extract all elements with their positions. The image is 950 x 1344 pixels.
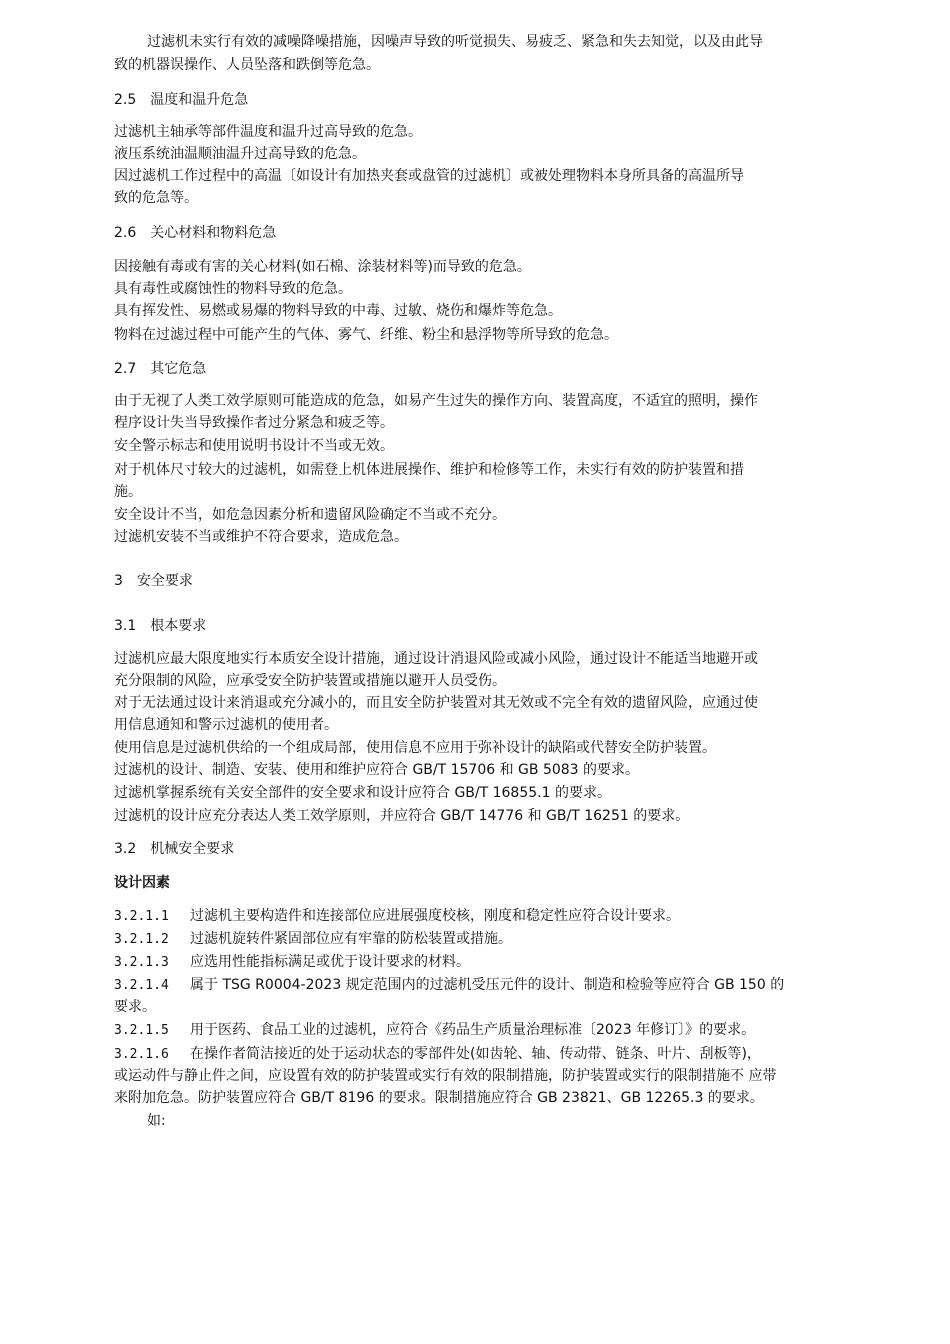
s27-p1a: 由于无视了人类工效学原则可能造成的危急，如易产生过失的操作方向、装置高度，不适宜的照明，操作	[114, 393, 758, 409]
s25-p3b: 致的危急等。	[114, 190, 198, 206]
clause-text: 属于 TSG R0004-2023 规定范围内的过滤机受压元件的设计、制造和检验等应符合 GB 150 的	[190, 977, 785, 993]
s31-p2a: 对于无法通过设计来消退或充分减小的，而且安全防护装置对其无效或不完全有效的遗留风险，应通过使	[114, 695, 758, 711]
clause-number: 3.2.1.1	[114, 909, 169, 924]
s31-p6: 过滤机的设计应充分表达人类工效学原则，并应符合 GB/T 14776 和 GB/T 16251 的要求。	[114, 808, 690, 824]
section-2-6-heading	[114, 222, 870, 244]
clause-3-2-1-1	[114, 905, 870, 928]
clause-number: 3.2.1.4	[114, 978, 169, 993]
s27-p2: 安全警示标志和使用说明书设计不当或无效。	[114, 438, 394, 454]
s31-p4: 过滤机的设计、制造、安装、使用和维护应符合 GB/T 15706 和 GB 5083 的要求。	[114, 762, 640, 778]
clause-number: 3.2.1.5	[114, 1023, 169, 1038]
section-title: 安全要求	[136, 573, 193, 589]
clause-number: 3.2.1.3	[114, 955, 169, 970]
s26-p4: 物料在过滤过程中可能产生的气体、雾气、纤维、粉尘和悬浮物等所导致的危急。	[114, 327, 618, 343]
section-title: 温度和温升危急	[150, 92, 249, 108]
clause-3-2-1-5	[114, 1019, 870, 1042]
clause-number: 3.2.1.6	[114, 1047, 169, 1062]
clause-3-2-1-6-cont2: 来附加危急。防护装置应符合 GB/T 8196 的要求。限制措施应符合 GB 23821、GB 12265.3 的要求。	[114, 1090, 764, 1106]
s27-p3a: 对于机体尺寸较大的过滤机，如需登上机体进展操作、维护和检修等工作，未实行有效的防护装置和措	[114, 462, 744, 478]
clause-3-2-1-3	[114, 951, 870, 974]
s25-p2: 液压系统油温顺油温升过高导致的危急。	[114, 146, 366, 162]
section-2-5-heading	[114, 89, 870, 111]
section-number: 2.6	[114, 225, 137, 241]
s25-p1: 过滤机主轴承等部件温度和温升过高导致的危急。	[114, 124, 422, 140]
intro-line-1: 过滤机未实行有效的减噪降噪措施，因噪声导致的听觉损失、易疲乏、紧急和失去知觉，以及由此导	[147, 34, 763, 50]
clause-3-2-1-6-cont: 或运动件与静止件之间，应设置有效的防护装置或实行有效的限制措施，防护装置或实行的限制措施不 应带	[114, 1068, 777, 1084]
s32-subheading: 设计因素	[114, 875, 170, 891]
s31-p2b: 用信息通知和警示过滤机的使用者。	[114, 717, 338, 733]
clause-3-2-1-2	[114, 928, 870, 951]
s27-p1b: 程序设计失当导致操作者过分紧急和疲乏等。	[114, 415, 394, 431]
s27-p5: 过滤机安装不当或维护不符合要求，造成危急。	[114, 529, 408, 545]
section-title: 关心材料和物料危急	[150, 225, 277, 241]
clause-text: 用于医药、食品工业的过滤机，应符合《药品生产质量治理标准〔2023 年修订〕》的要求。	[190, 1022, 756, 1038]
clause-text: 应选用性能指标满足或优于设计要求的材料。	[190, 954, 470, 970]
clause-3-2-1-4-cont: 要求。	[114, 999, 156, 1015]
clause-text: 在操作者简洁接近的处于运动状态的零部件处(如齿轮、轴、传动带、链条、叶片、刮板等)，	[190, 1046, 761, 1062]
section-number: 3.1	[114, 618, 137, 634]
clause-text: 过滤机主要构造件和连接部位应进展强度校核，刚度和稳定性应符合设计要求。	[190, 908, 680, 924]
s27-p4: 安全设计不当，如危急因素分析和遗留风险确定不当或不充分。	[114, 507, 506, 523]
section-number: 3.2	[114, 841, 137, 857]
section-3-heading	[114, 570, 870, 592]
clause-3-2-1-6	[114, 1043, 870, 1066]
section-number: 2.5	[114, 92, 137, 108]
s26-p3: 具有挥发性、易燃或易爆的物料导致的中毒、过敏、烧伤和爆炸等危急。	[114, 303, 562, 319]
section-title: 机械安全要求	[150, 841, 235, 857]
s31-p3: 使用信息是过滤机供给的一个组成局部，使用信息不应用于弥补设计的缺陷或代替安全防护装置。	[114, 740, 716, 756]
clause-3-2-1-4	[114, 974, 870, 997]
section-3-1-heading	[114, 615, 870, 637]
section-title: 其它危急	[150, 361, 207, 377]
s26-p1: 因接触有毒或有害的关心材料(如石棉、涂装材料等)而导致的危急。	[114, 259, 531, 275]
section-number: 3	[114, 573, 123, 589]
section-2-7-heading	[114, 358, 870, 380]
s31-p1b: 充分限制的风险，应承受安全防护装置或措施以避开人员受伤。	[114, 673, 506, 689]
intro-line-2: 致的机器误操作、人员坠落和跌倒等危急。	[114, 57, 380, 73]
clause-text: 过滤机旋转件紧固部位应有牢靠的防松装置或措施。	[190, 931, 512, 947]
section-3-2-heading	[114, 838, 870, 860]
clause-number: 3.2.1.2	[114, 932, 169, 947]
section-number: 2.7	[114, 361, 137, 377]
s31-p1a: 过滤机应最大限度地实行本质安全设计措施，通过设计消退风险或减小风险，通过设计不能适当地避开或	[114, 651, 758, 667]
s27-p3b: 施。	[114, 484, 142, 500]
closing-text: 如:	[147, 1113, 166, 1129]
s26-p2: 具有毒性或腐蚀性的物料导致的危急。	[114, 281, 352, 297]
s31-p5: 过滤机掌握系统有关安全部件的安全要求和设计应符合 GB/T 16855.1 的要求。	[114, 785, 611, 801]
s25-p3a: 因过滤机工作过程中的高温〔如设计有加热夹套或盘管的过滤机〕或被处理物料本身所具备的高温所导	[114, 168, 744, 184]
section-title: 根本要求	[150, 618, 207, 634]
